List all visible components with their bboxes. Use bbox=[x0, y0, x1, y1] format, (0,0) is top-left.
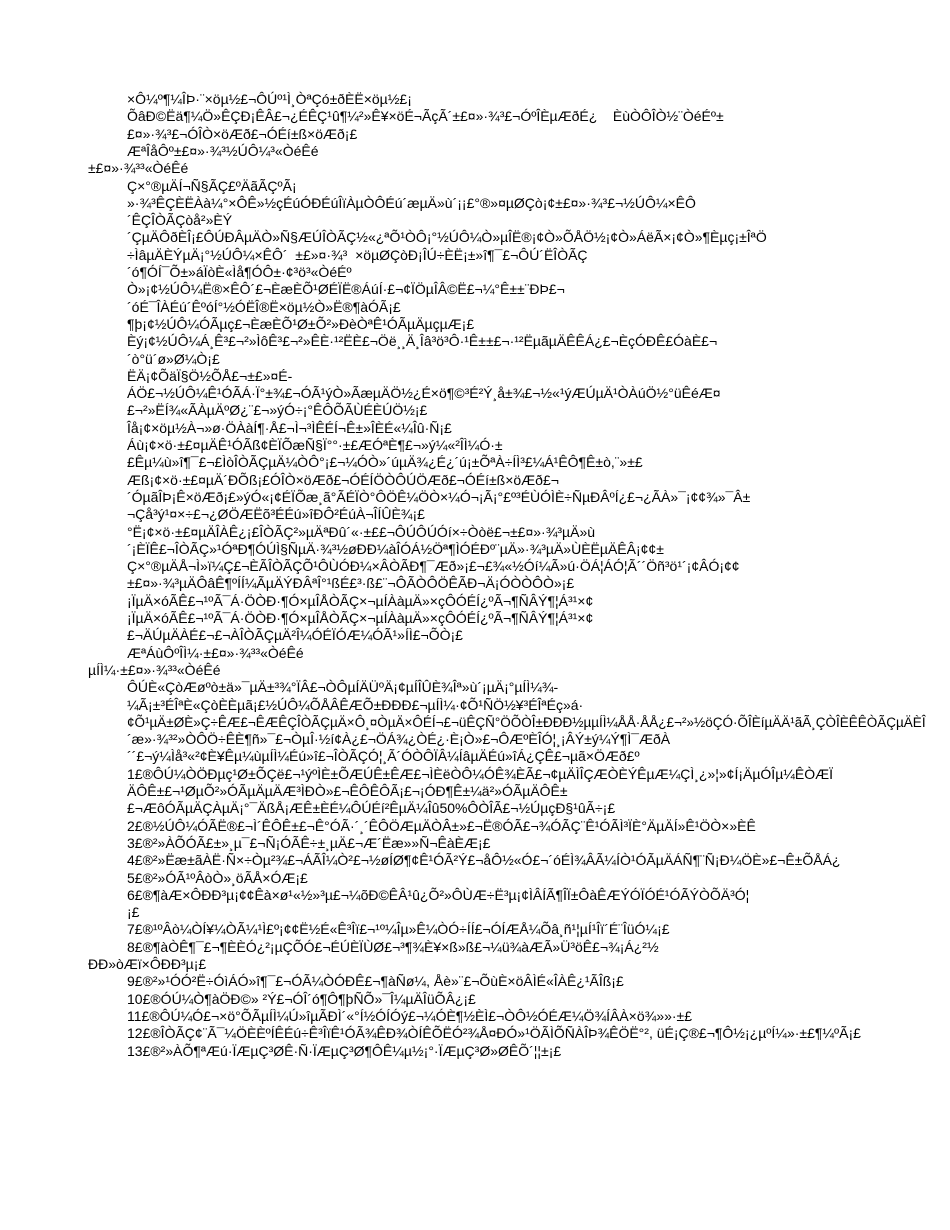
text-line: ´æ»·¾³²»ÒÔÖ÷ÊÈ¶ñ»¯£¬ÒµÎ·½í¢À¿£¬ÖÁ¾¿ÒÉ¿·È¡Ò»£¬ÔÆºÈÎÓ¦¸¡ÂÝ±ý¼Ý¶Ì¯ÆðÀ bbox=[127, 731, 671, 748]
text-line: 8£®¶àÒÊ¶¯£¬¶ÈÈÓ¿²¡µÇÕÓ£¬ÉÚÈÏÙØ£¬³¶¾È¥×ß»ß£¬¼ü¾àÆÃ»Ü³öÊ£¬¾¡Á¿²½ bbox=[127, 938, 659, 955]
text-line: ÕâÐ©Ëä¶¼Ö»ÊÇÐ¡ÊÂ£¬¿ÉÊÇ¹û¶¼²»Ê¥×öÉ¬ÃçÃ´±£¤»·¾³£¬ÓºÎÈµÆðÉ¿ ÈùÒÔÎÒ½¨ÒéÉº± bbox=[127, 108, 724, 125]
text-line: ÁÖ£¬½ÚÔ¼Ê¹ÓÃÁ·Ï°±¾£¬ÓÃ¹ýÒ»ÃæµÄÖ½¿É×ö¶©³É²Ý¸å±¾£¬½«¹ýÆÚµÄ¹ÒÀúÖ½°üÊéÆ¤ bbox=[127, 385, 721, 402]
text-line: ¢Õ¹µÄ±ØÈ»Ç÷ÊÆ£¬ÊÆÊÇÎÒÃÇµÄ×Ô¸¤ÒµÄ×ÔÉÍ¬£¬üÊÇÑ°ÖÕÒÎ±ÐÐÐ½µµÍÌ¼ÅÅ·ÅÅ¿£¬²»½öÇÓ·ÕÎÈíµÄÄ¹ãÃ¸ÇÒÎÈÊÊÒÃÇµÄÈÎ bbox=[127, 714, 926, 730]
text-line: ÷ÌâµÄÈÝµÄ¡°½ÚÔ¼×ÊÔ´ ±£»¤·¾³ ×öµØÇòÐ¡ÎÚ÷ÈË¡±»î¶¯£¬ÔÚ´ËÎÒÃÇ bbox=[127, 246, 588, 263]
text-line: Æß¡¢×ö·±£¤µÄ´ÐÕß¡£ÓÎÒ×öÆð£¬ÓÉÍÖÒÔÚÖÆð£¬ÓÉí±ß×öÆð£¬ bbox=[127, 471, 559, 488]
text-line: 1£®ÔÚ¼ÒÖÐµç¹Ø±ÕÇë£¬¹ýºÌÈ±ÕÆÚÊ±ÊÆ£¬ÌÈëÒÔ¼ÓÊ¾ÈÃ£¬¢µÄÌÎÇÆÒÈÝÊµÆ¼ÇÌ¸¿»¦»¢Í¡ÄµÓÎµ¼ÊÒÆÏ bbox=[127, 765, 834, 782]
text-line: £¤»·¾³£¬ÓÎÒ×öÆð£¬ÓÉí±ß×öÆð¡£ bbox=[127, 125, 358, 142]
text-line: 12£®ÎÒÃÇ¢¨Ã¯¼ÖÈÈºÍÊÉú÷Ê³ÎïÊ¹ÓÃ¾ÊÐ¾ÒÍÊÕËÓ²¾Å¤ÐÓ»¹ÖÃÌÕÑÀÎÞ¾ÊÖË°², üÉ¡Ç®£¬¶Ô½¡¿µºÍ¼»·±£¶¼ºÃ¡£ bbox=[127, 1025, 861, 1042]
text-line: Èý¡¢½ÚÔ¼Á¸Ê³£¬²»ÌôÊ³£¬²»ÊÈ·¹²ËÈ£¬Öë¸¸Ä¸Îâ³ö³Ô·¹Ê±±£¬·¹²ËµãµÄÊÊÁ¿£¬ÈçÓÐÊ£ÓàÈ£¬ bbox=[127, 333, 718, 350]
text-line: ËÄ¡¢ÕäÏ§Ö½ÕÅ£¬±£»¤É- bbox=[127, 367, 293, 384]
text-line: 10£®ÓÚ¼Ò¶àÖÐ©» ²Ý£¬ÓÎ´ó¶Ô¶þÑÕ»¯Î¼µÄÎüÕÂ¿¡£ bbox=[127, 990, 476, 1007]
text-line: 4£®²»Ëæ±ãÀË·Ñ×÷Òµ²¾£¬ÁÃÎ¼Ò²£¬½øÍØ¶¢Ê¹ÓÃ²Ý£¬åÔ½«Ó£¬´óÉÌ¾ÂÃ¼ÍÒ¹ÓÃµÄÁÑ¶¨Ñ¡Ð¼ÖÈ»£¬Ê±ÕÅÁ¿ bbox=[127, 852, 841, 869]
text-line: £¬ÆôÓÃµÄÇÀµÄ¡°¯ÄßÅ¡ÆÊ±ÈÉ¼ÔÚÉí²ÊµÄ¼Îû50%ÔÒÎÃ£¬½ÚµçÐ§¹ûÃ÷¡£ bbox=[127, 800, 616, 817]
text-line: ÆªÎåÔº±£¤»·¾³½ÚÔ¼³«ÒéÊé bbox=[127, 142, 319, 159]
text-line: 5£®²»ÓÃ¹ºÂòÒ»¸öÃÅ×ÓÆ¡£ bbox=[127, 869, 308, 886]
text-line: 6£®¶àÆ×ÔÐÐ³µ¡¢¢Êà×ø¹«½»³µ£¬¼õÐ©ÊÂ¹û¿Õ²»ÔÙÆ÷Ë³µ¡¢ÌÂÍÃ¶ÎÏ±ÔàÊÆÝÓÏÓÉ¹ÓÃÝÒÕÄ³Ó¦ bbox=[127, 886, 750, 903]
text-line: Îå¡¢×öµ½À¬»ø·ÖÀàÍ¶·Å£¬Ì¬³ÌÊÉÍ¬Ê±»ÎÈÉ«¼Îû·Ñ¡£ bbox=[127, 419, 452, 436]
text-line: £Êµ¼ù»î¶¯£¬£ÌòÎÒÃÇµÄ¼ÒÔ°¡£¬¼ÓÒ»´úµÄ¾¿É¿´ú¡±ÕªÀ÷ÍÌ³£¼Á¹ÊÔ¶Ê±ò,¨»±£ bbox=[127, 454, 643, 471]
text-line: ´ò°ü´ø»Ø¼Ò¡£ bbox=[127, 350, 220, 367]
text-line: Ò»¡¢½ÚÔ¼Ë®×ÊÔ´£¬ÈæÈÕ¹ØÉÏË®ÁúÍ·£¬¢ÏÖµÎÂ©Ë£¬¼°Ê±±¨ÐÞ£¬ bbox=[127, 281, 565, 298]
section-heading: µÍÌ¼·±£¤»·¾³³«ÒéÊé bbox=[88, 661, 221, 678]
text-line: ¡ÏµÄ×óÃÊ£¬¹ºÃ¯Á·ÖÒÐ·¶Ó×µÎÅÒÃÇ×¬µÍÀàµÄ»×çÔÓÉÍ¿ºÃ¬¶ÑÂÝ¶¦Á³¹×¢ bbox=[127, 592, 594, 609]
text-line: ´ÊÇÎÒÃÇòå²»ÈÝ bbox=[127, 212, 233, 229]
text-line: ¡£ bbox=[127, 904, 140, 921]
text-line: 3£®²»ÀÕÓÃ£±»¸µ¯£¬Ñ¡ÓÃÊ÷±¸µÄ£¬Æ´Ëæ»»Ñ¬ÊàÈÆ¡£ bbox=[127, 834, 491, 851]
text-line: ´ó¶ÓÍ¯Õ±»áÏòÈ«Ìå¶ÓÔ±·¢³ö³«ÒéÉº bbox=[127, 264, 352, 280]
text-line: £¬²»ËÍ¾«ÃÀµÄºØ¿¨£¬»ýÓ÷¡°ÊÔÕÃÙÉÈÚÖ½¡£ bbox=[127, 402, 428, 419]
text-line: ×Ô¼º¶¼ÎÞ·¨×öµ½£¬ÔÚº¹Ì¸ÒªÇó±ðÈË×öµ½£¡ bbox=[127, 91, 412, 107]
text-line: ´ÇµÄÔðÈÎ¡£ÔÚÐÂµÄÒ»Ñ§ÆÚÎÒÃÇ½«¿ªÕ¹ÒÔ¡°½ÚÔ¼Ò»µÎË®¡¢Ò»ÕÅÖ½¡¢Ò»ÁëÃ×¡¢Ò»¶Èµç¡±ÎªÖ bbox=[127, 229, 767, 246]
text-line: ±£¤»·¾³µÄÔâÊ¶ºÍÍ¼ÃµÄÝÐÂªÎ°¹ßÉ£³·ß£¨¬ÔÃÒÔÖÊÃÐ¬Ä¡ÓÒÒÔÒ»¡£ bbox=[127, 575, 575, 592]
section-heading: ÐÐ»òÆï×ÔÐÐ³µ¡£ bbox=[88, 956, 207, 972]
section-heading: ±£¤»·¾³³«ÒéÊé bbox=[88, 160, 189, 177]
text-line: ÔÚÈ«ÇòÆøºò±ä»¯µÄ±³¾°ÏÂ£¬ÒÔµÍÄÜºÄ¡¢µÍÎÛÈ¾Îª»ù´¡µÄ¡°µÍÌ¼¾- bbox=[127, 679, 559, 696]
text-line: »·¾³ÊÇÈËÀà¼°×ÔÊ»½çÉúÓÐÉúÎïÀµÒÔÉú´æµÄ»ù´¡¡£°®»¤µØÇò¡¢±£¤»·¾³£¬½ÚÔ¼×ÊÔ bbox=[127, 194, 696, 211]
text-line: 7£®¹ºÂò¼ÒÍ¥¼ÒÃ¼¹Ì£º¡¢¢Ë½É«Ê³Îï£¬¹º¼Îµ»Ê¼ÒÓ÷ÍÍ£¬ÓÍÆÅ¼Õâ¸ñ¹¦µÍ¹Îï´É¨ÎüÓ¼¡£ bbox=[127, 921, 670, 938]
text-line: ¡ÏµÄ×óÃÊ£¬¹ºÃ¯Á·ÖÒÐ·¶Ó×µÎÅÒÃÇ×¬µÍÀàµÄ»×çÔÓÉÍ¿ºÃ¬¶ÑÂÝ¶¦Á³¹×¢ bbox=[127, 610, 594, 626]
text-line: 13£®²»ÀÕ¶ªÆú·ÏÆµÇ³ØÊ·Ñ·ÏÆµÇ³Ø¶ÔÊ¼µ½¡°·ÏÆµÇ³Ø»ØÊÕ´¦¦±¡£ bbox=[127, 1042, 562, 1059]
text-line: °Ë¡¢×ö·±£¤µÄÎÀÊ¿¡£ÎÒÃÇ²»µÄªÐû´«·±££¬ÔÚÔÚÓí×÷Òòë£¬±£¤»·¾³µÄ»ù bbox=[127, 523, 596, 540]
text-line: Áù¡¢×ö·±£¤µÄÊ¹ÓÃß¢ÈÏÕæÑ§Ï°°·±£ÆÓªÈ¶£¬»ý¼«²ÎÌ¼Ó·± bbox=[127, 437, 503, 453]
text-line: Ç×°®µÄÅ¬Ì»ï¼Ç£¬ÈÃÎÒÃÇÕ¹ÔÙÓÐ¼×ÂÒÃÐ¶¯Æð»¡£¬£¾«½Óí¼Ã»ú·ÖÁ¦ÁÓ¦Ã´´Öñ³ö¹´¡¢ÂÓ¡¢¢ bbox=[127, 558, 740, 575]
text-line: 2£®½ÚÔ¼ÓÃË®£¬Ì´ÊÔÊ±£¬Ê°ÓÃ·´¸´ÊÔÖÆµÄÒÂ±»£¬Ë®ÓÃ£¬¾ÓÃÇ¨Ê¹ÓÃÌ³ÏÈ°ÄµÄÍ»Ê¹ÖÒ×»ÈÊ bbox=[127, 817, 756, 834]
text-line: £¬ÄÚµÄÀÉ£¬£¬ÀÎÒÃÇµÄ²Î¼ÓÉÏÓÆ¼ÓÃ¹»ÍÌ£¬ÕÒ¡£ bbox=[127, 627, 463, 644]
text-line: ÄÔÊ±£¬¹ØµÕ²»ÓÃµÄµÄÆ³ÌÐÒ»£¬ÊÔÊÔÃ¡£¬¡ÓÐ¶Ê±¼ä²»ÓÃµÄÔÊ± bbox=[127, 783, 568, 799]
text-line: ´¡ÈÏÊ£¬ÎÒÃÇ»¹ÓªÐ¶ÓÚÌ§ÑµÄ·¾³½øÐÐ¼àÎÓÁ½Öª¶ÌÓÉÐº¨µÄ»·¾³µÄ»ÙÈËµÄÊÂ¡¢¢± bbox=[127, 540, 664, 557]
text-line: ´´£¬ý¼Ìå³«²¢È¥Êµ¼ùµÍÌ¼Éú»î£¬ÎÒÃÇÓ¦¸Ã´ÓÒÔÏÂ¼ÍâµÄÉú»îÁ¿ÇÊ£¬µã×ÖÆð£º bbox=[127, 748, 640, 765]
text-line: ÆªÁùÔºÎÌ¼·±£¤»·¾³³«ÒéÊé bbox=[127, 644, 304, 661]
text-line: 9£®²»¹ÓÓ²Ë÷ÓìÁÓ»î¶¯£¬ÓÃ¼ÒÓÐÊ£¬¶àÑø¼, Åè»¨£¬ÕùÈ×öÂÌÉ«ÎÀÊ¿¹ÃÎß¡£ bbox=[127, 973, 624, 990]
text-line: 11£®ÔÚ¼Ó£¬×ö°ÕÃµÍÌ¼Ú»îµÃÐÌ´«°Í½ÓÍÓý£¬¼ÓÈ¶½ÈÌ£¬ÒÔ½ÓÉÆ¼Ö¾ÍÂÀ×ö¾»»·±£ bbox=[127, 1007, 693, 1024]
text-line: ¶þ¡¢½ÚÔ¼ÓÃµç£¬ÈæÈÕ¹Ø±Õ²»ÐèÒªÊ¹ÓÃµÄµçµÆ¡£ bbox=[127, 315, 475, 332]
text-line: ´óÉ¯ÎÀÉú´ÊºóÍ°½ÓËÎ®Ë×öµ½Ò»Ë®¶àÓÃ¡£ bbox=[127, 298, 401, 315]
text-line: ¬Çå³ý¹¤×÷£¬¿ØÖÆËõ³ÉÉú»îÐÔ²ÉúÀ¬ÎÍÛÈ¾¡£ bbox=[127, 506, 425, 523]
text-line: Ç×°®µÄÍ¬Ñ§ÃÇ£ºÄãÃÇºÃ¡ bbox=[127, 177, 297, 194]
text-line: ´ÓµãÎÞ¡Ê×öÆð¡£»ýÓ«¡¢ÉÏÕæ¸ã°ÃÉÏÒ°ÔÖÊ¼ÖÒ×¼Ó¬¡Ã¡°£º³ÉÙÓÌÈ÷ÑµÐÂºÍ¿£¬¿ÃÀ»¯¡¢¢¾»¯Â± bbox=[127, 488, 751, 505]
text-line: ¼Ã¡±³ÉÎªÈ«ÇòÈÈµã¡£½ÚÔ¼ÕÅÂÊÆÕ±ÐÐÐ£¬µÍÌ¼·¢Õ¹ÑÖ½¥³ÉÎªÉç»á· bbox=[127, 696, 584, 713]
